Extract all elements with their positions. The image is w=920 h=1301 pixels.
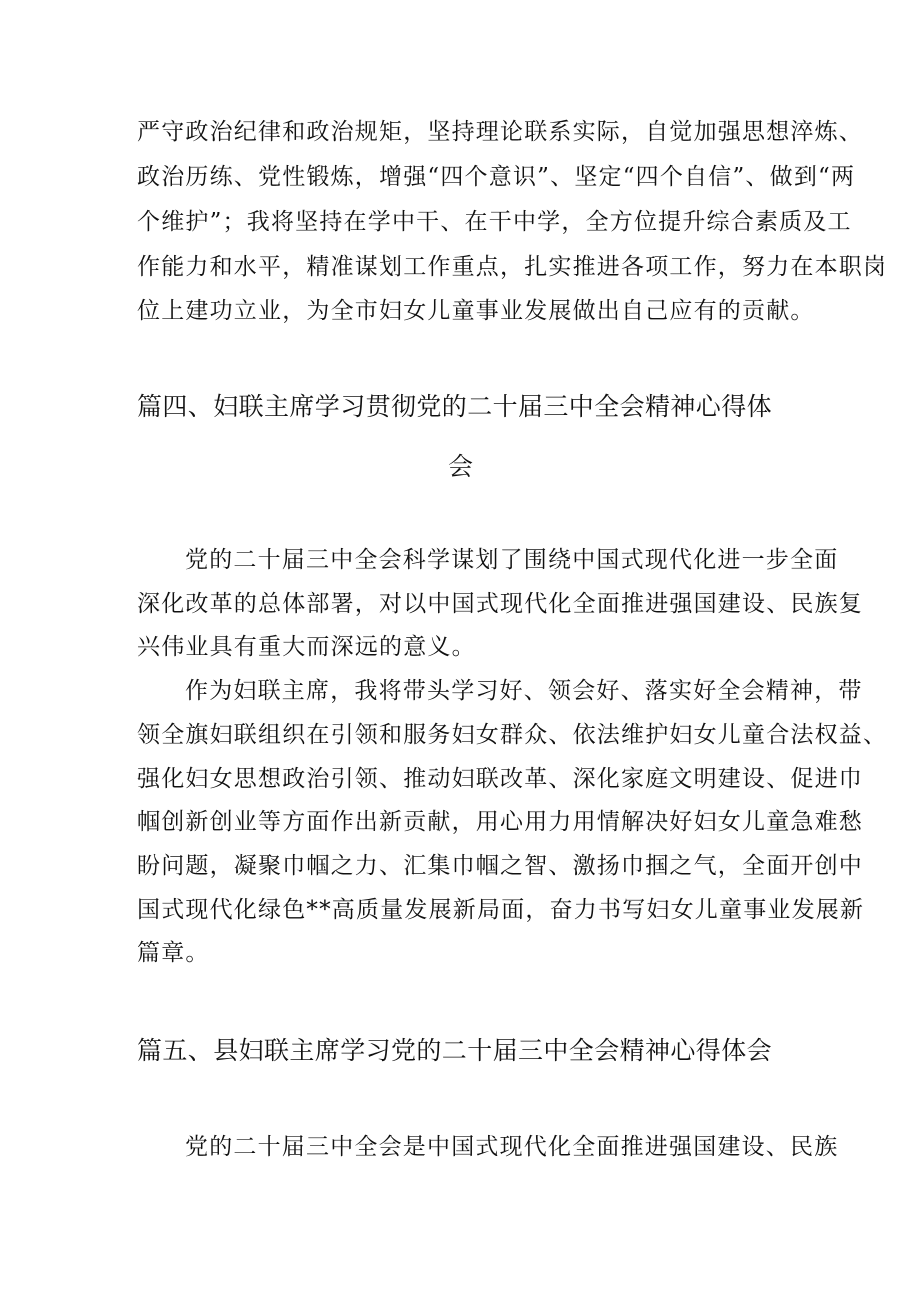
text-line: 国式现代化绿色**高质量发展新局面，奋力书写妇女儿童事业发展新 <box>137 897 865 923</box>
text-line: 兴伟业具有重大而深远的意义。 <box>137 634 476 660</box>
section-title-line: 篇四、妇联主席学习贯彻党的二十届三中全会精神心得体 <box>137 392 773 421</box>
text-line: 作为妇联主席，我将带头学习好、领会好、落实好全会精神，带 <box>185 678 863 704</box>
section-title-line: 会 <box>448 452 474 481</box>
text-line: 作能力和水平，精准谋划工作重点，扎实推进各项工作，努力在本职岗 <box>137 254 888 280</box>
text-line: 深化改革的总体部署，对以中国式现代化全面推进强国建设、民族复 <box>137 591 863 617</box>
text-line: 党的二十届三中全会是中国式现代化全面推进强国建设、民族 <box>185 1134 839 1160</box>
text-line: 帼创新创业等方面作出新贡献，用心用力用情解决好妇女儿童急难愁 <box>137 809 863 835</box>
text-line: 盼问题，凝聚巾帼之力、汇集巾帼之智、激扬巾掴之气，全面开创中 <box>137 853 863 879</box>
text-line: 党的二十届三中全会科学谋划了围绕中国式现代化进一步全面 <box>185 547 839 573</box>
text-line: 领全旗妇联组织在引领和服务妇女群众、依法维护妇女儿童合法权益、 <box>137 722 888 748</box>
text-line: 个维护”；我将坚持在学中干、在干中学，全方位提升综合素质及工 <box>137 209 852 235</box>
text-line: 位上建功立业，为全市妇女儿童事业发展做出自己应有的贡献。 <box>137 298 815 324</box>
text-line: 严守政治纪律和政治规矩，坚持理论联系实际，自觉加强思想淬炼、 <box>137 119 863 145</box>
section-title-line: 篇五、县妇联主席学习党的二十届三中全会精神心得体会 <box>137 1036 773 1065</box>
text-line: 强化妇女思想政治引领、推动妇联改革、深化家庭文明建设、促进巾 <box>137 766 863 792</box>
text-line: 政治历练、党性锻炼，增强“四个意识”、坚定“四个自信”、做到“两 <box>137 164 856 190</box>
text-line: 篇章。 <box>137 940 210 966</box>
